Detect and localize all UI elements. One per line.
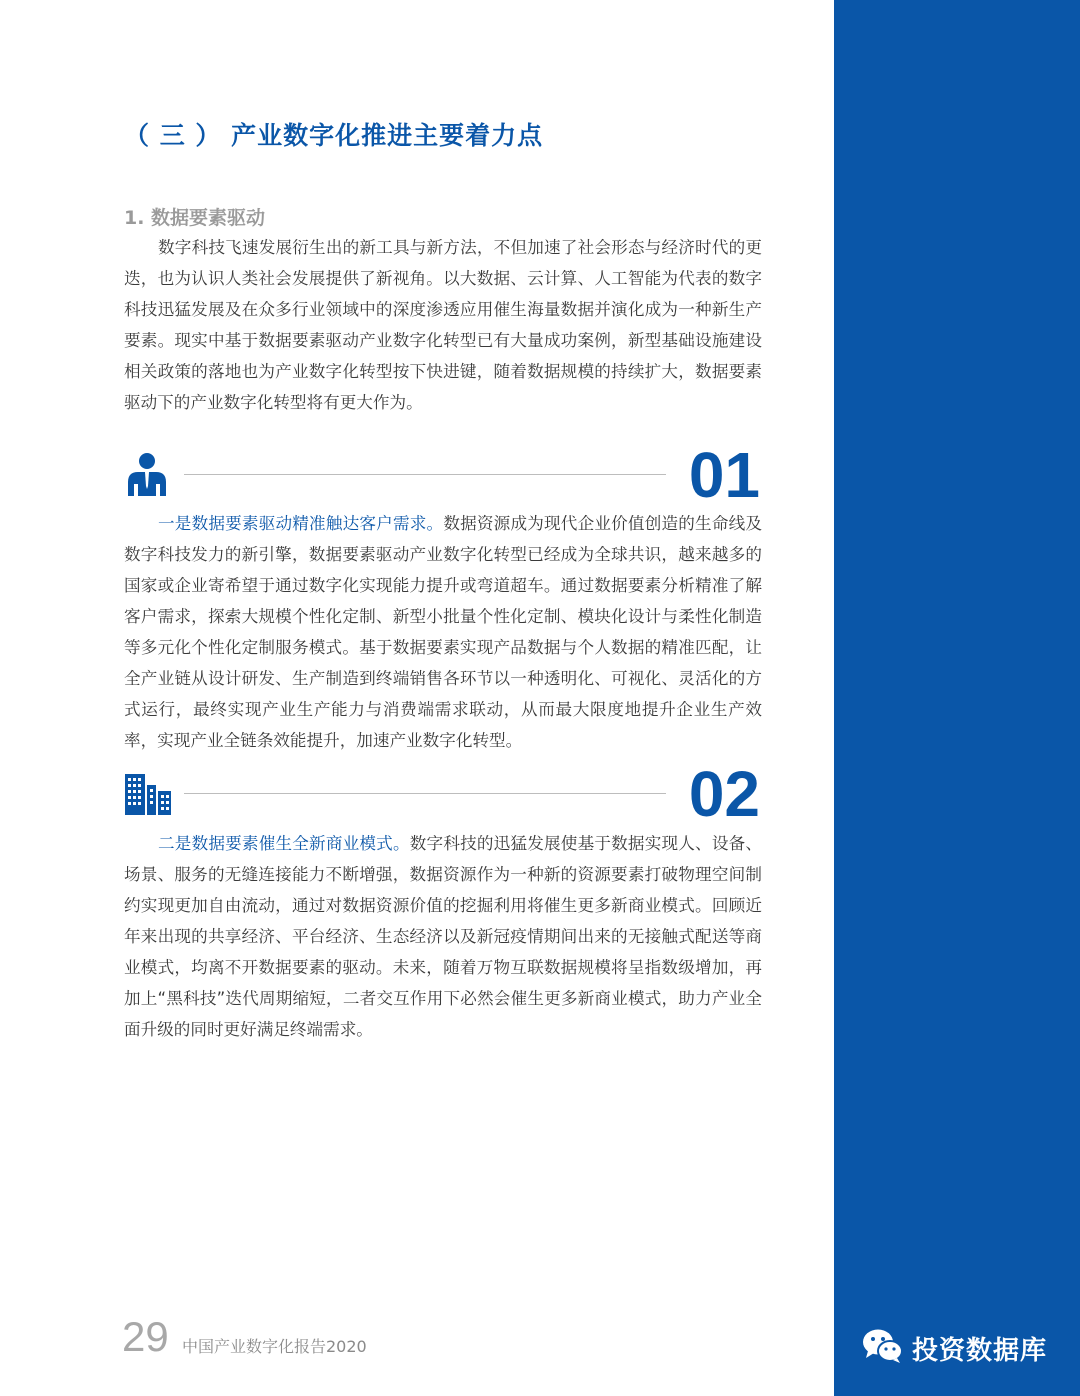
subsection-title: 1. 数据要素驱动 — [124, 207, 266, 229]
point-01-header — [124, 440, 760, 510]
divider-line — [184, 793, 666, 794]
wechat-icon — [862, 1327, 904, 1369]
point-number: 01 — [688, 439, 760, 511]
point-lead: 二是数据要素催生全新商业模式。 — [158, 834, 410, 853]
report-title: 中国产业数字化报告2020 — [182, 1337, 367, 1356]
page-number: 29 — [122, 1313, 169, 1360]
point-body: 数字科技的迅猛发展使基于数据实现人、设备、场景、服务的无缝连接能力不断增强，数据资源作为一种新的资源要素打破物理空间制约实现更加自由流动，通过对数据资源价值的挖掘利用将催生更多新商业模式。回顾近年来出现的共享经济、平台经济、生态经济以及新冠疫情期间出来的无接触式配送等商业模式，均离不开数据要素的驱动。未来，随着万物互联数据规模将呈指数级增加，再加上“黑科技”迭代周期缩短，二者交互作用下必然会催生更多新商业模式，助力产业全面升级的同时更好满足终端需求。 — [124, 834, 763, 1039]
point-lead: 一是数据要素驱动精准触达客户需求。 — [158, 514, 444, 533]
intro-paragraph: 数字科技飞速发展衍生出的新工具与新方法，不但加速了社会形态与经济时代的更迭，也为认识人类社会发展提供了新视角。以大数据、云计算、人工智能为代表的数字科技迅猛发展及在众多行业领域中的深度渗透应用催生海量数据并演化成为一种新生产要素。现实中基于数据要素驱动产业数字化转型已有大量成功案例，新型基础设施建设相关政策的落地也为产业数字化转型按下快进键，随着数据规模的持续扩大，数据要素驱动下的产业数字化转型将有更大作为。 — [124, 238, 762, 412]
point-02-paragraph — [124, 828, 762, 1045]
point-02-header — [124, 759, 760, 829]
person-icon — [124, 452, 170, 502]
watermark — [862, 1326, 1047, 1370]
point-number: 02 — [688, 758, 760, 830]
divider-line — [184, 474, 666, 475]
right-sidebar-band — [834, 0, 1080, 1396]
point-01-paragraph — [124, 508, 762, 756]
watermark-text: 投资数据库 — [912, 1335, 1048, 1366]
section-title: （ 三 ） 产业数字化推进主要着力点 — [124, 121, 544, 150]
buildings-icon — [124, 771, 172, 821]
point-body: 数据资源成为现代企业价值创造的生命线及数字科技发力的新引擎，数据要素驱动产业数字化转型已经成为全球共识，越来越多的国家或企业寄希望于通过数字化实现能力提升或弯道超车。通过数据要素分析精准了解客户需求，探索大规模个性化定制、新型小批量个性化定制、模块化设计与柔性化制造等多元化个性化定制服务模式。基于数据要素实现产品数据与个人数据的精准匹配，让全产业链从设计研发、生产制造到终端销售各环节以一种透明化、可视化、灵活化的方式运行，最终实现产业生产能力与消费端需求联动，从而最大限度地提升企业生产效率，实现产业全链条效能提升，加速产业数字化转型。 — [124, 514, 762, 750]
